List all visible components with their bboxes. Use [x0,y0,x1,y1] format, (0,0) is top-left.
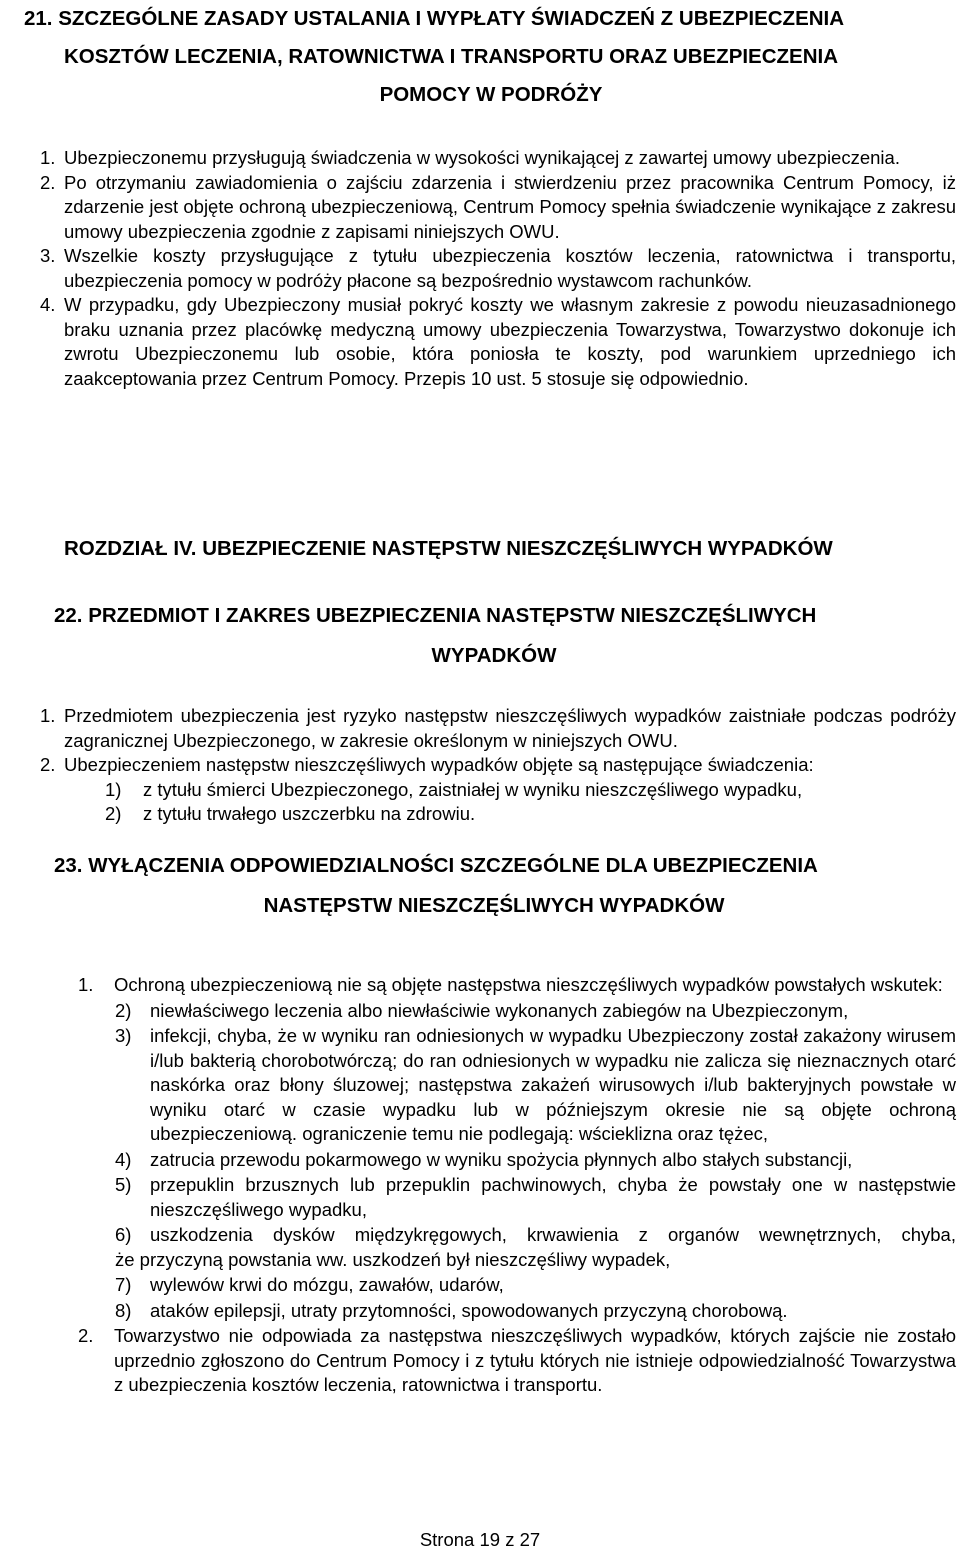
sub-list-item [78,1173,956,1222]
section-21-list [40,146,956,391]
item-number: 2. [40,754,56,775]
section-23-title-line-2: NASTĘPSTW NIESZCZĘŚLIWYCH WYPADKÓW [263,894,725,917]
sub-item-text: z tytułu trwałego uszczerbku na zdrowiu. [143,803,476,824]
sub-item-text: przepuklin brzusznych lub przepuklin pachwinowych, chyba że powstały one w następstwie nieszczęśliwego wypadku, [150,1174,956,1220]
section-21-title-line-1: 21. SZCZEGÓLNE ZASADY USTALANIA I WYPŁATY ŚWIADCZEŃ Z UBEZPIECZENIA [24,7,845,30]
list-item [40,146,956,171]
section-22-heading [54,596,934,676]
sub-list-item [78,1299,956,1324]
item-number: 4. [40,294,56,315]
page-number-footer: Strona 19 z 27 [419,1529,541,1550]
section-22-title-line-1: 22. PRZEDMIOT I ZAKRES UBEZPIECZENIA NASTĘPSTW NIESZCZĘŚLIWYCH [54,604,817,627]
section-21-title-line-3: POMOCY W PODRÓŻY [379,83,603,106]
sub-item-continuation: że przyczyną powstania ww. uszkodzeń był nieszczęśliwy wypadek, [115,1248,671,1270]
item-text: W przypadku, gdy Ubezpieczony musiał pokryć koszty we własnym zakresie z powodu nieuzasadnionego braku uznania przez placówkę medyczną umowy ubezpieczenia Towarzystwa, Towarzystwo dokonuje ich zwrotu Ubezpieczonemu lub osobie, która poniosła te koszty, pod warunkiem uprzedniego ich zaakceptowania przez Centrum Pomocy. Przepis 10 ust. 5 stosuje się odpowiednio. [64,294,956,389]
sub-item-number: 5) [115,1174,132,1195]
item-number: 1. [40,705,56,726]
sub-item-text: niewłaściwego leczenia albo niewłaściwie wykonanych zabiegów na Ubezpieczonym, [150,999,849,1021]
section-21-number: 21. [24,7,53,30]
list-item [40,244,956,293]
item-text: Ochroną ubezpieczeniową nie są objęte następstwa nieszczęśliwych wypadków powstałych wskutek: [114,974,943,995]
section-21-heading [24,0,958,114]
item-number: 2. [40,171,56,193]
sub-item-text: ataków epilepsji, utraty przytomności, spowodowanych przyczyną chorobową. [150,1299,788,1321]
item-text: Wszelkie koszty przysługujące z tytułu ubezpieczenia kosztów leczenia, ratownictwa i transportu, ubezpieczenia pomocy w podróży płacone są bezpośrednio wystawcom rachunków. [64,245,956,291]
section-22-list [40,704,956,827]
list-item [40,753,956,778]
item-text: Po otrzymaniu zawiadomienia o zajściu zdarzenia i stwierdzeniu przez pracownika Centrum Pomocy, iż zdarzenie jest objęte ochroną ubezpieczeniową, Centrum Pomocy spełnia świadczenie wynikające z zakresu umowy ubezpieczenia zgodnie z zapisami niniejszych OWU. [64,171,956,242]
list-item [40,171,956,245]
sub-item-text: wylewów krwi do mózgu, zawałów, udarów, [150,1274,504,1295]
item-text: Ubezpieczeniem następstw nieszczęśliwych wypadków objęte są następujące świadczenia: [64,754,814,775]
sub-list-item [40,802,956,827]
sub-item-number: 6) [115,1224,132,1245]
item-number: 1. [40,147,56,168]
sub-list-item [78,1148,956,1173]
section-23-title-line-1: 23. WYŁĄCZENIA ODPOWIEDZIALNOŚCI SZCZEGÓLNE DLA UBEZPIECZENIA [54,854,818,877]
chapter-heading: ROZDZIAŁ IV. UBEZPIECZENIE NASTĘPSTW NIESZCZĘŚLIWYCH WYPADKÓW [64,537,833,560]
sub-item-number: 2) [115,999,132,1021]
section-23-list [78,973,956,1398]
sub-list-item [78,1024,956,1147]
list-item [78,1324,956,1398]
sub-item-number: 3) [115,1025,132,1046]
section-22-number: 22. [54,604,83,627]
sub-item-number: 8) [115,1299,132,1321]
section-21-title-line-2: KOSZTÓW LECZENIA, RATOWNICTWA I TRANSPORTU ORAZ UBEZPIECZENIA [64,45,839,68]
list-item [40,293,956,391]
section-23-heading [54,846,934,926]
sub-item-text: z tytułu śmierci Ubezpieczonego, zaistniałej w wyniku nieszczęśliwego wypadku, [143,778,803,800]
sub-item-number: 1) [105,778,122,800]
sub-item-text: zatrucia przewodu pokarmowego w wyniku spożycia płynnych albo stałych substancji, [150,1148,853,1170]
sub-item-number: 7) [115,1274,132,1295]
sub-item-text: infekcji, chyba, że w wyniku ran odniesionych w wypadku Ubezpieczony został zakażony wirusem i/lub bakterią chorobotwórczą; do ran odniesionych w wypadku nie zalicza się nieznacznych otarć naskórka oraz błony śluzowej; następstwa zakażeń wirusowych i/lub bakteryjnych powstałe w wyniku otarć w czasie wypadku lub w późniejszym okresie nie są objęte ochroną ubezpieczeniową. ograniczenie temu nie podlegają: wścieklizna oraz tężec, [150,1025,956,1144]
section-23-number: 23. [54,854,83,877]
sub-item-number: 4) [115,1148,132,1170]
sub-list-item [78,1273,956,1298]
list-item [40,704,956,753]
item-number: 1. [78,974,94,995]
sub-list-item [78,999,956,1024]
sub-item-text: uszkodzenia dysków międzykręgowych, krwawienia z organów wewnętrznych, chyba, [150,1224,956,1245]
list-item [78,973,956,998]
item-text: Towarzystwo nie odpowiada za następstwa nieszczęśliwych wypadków, których zajście nie zostało uprzednio zgłoszono do Centrum Pomocy i z tytułu których nie istnieje odpowiedzialność Towarzystwa z ubezpieczenia kosztów leczenia, ratownictwa i transportu. [114,1325,956,1395]
sub-list-item [78,1223,956,1272]
sub-item-number: 2) [105,803,122,824]
item-text: Przedmiotem ubezpieczenia jest ryzyko następstw nieszczęśliwych wypadków zaistniałe podczas podróży zagranicznej Ubezpieczonego, w zakresie określonym w niniejszych OWU. [64,705,956,751]
section-22-title-line-2: WYPADKÓW [431,644,557,667]
sub-list-item [40,778,956,803]
item-text: Ubezpieczonemu przysługują świadczenia w wysokości wynikającej z zawartej umowy ubezpieczenia. [64,147,900,168]
item-number: 3. [40,245,56,266]
item-number: 2. [78,1325,94,1346]
